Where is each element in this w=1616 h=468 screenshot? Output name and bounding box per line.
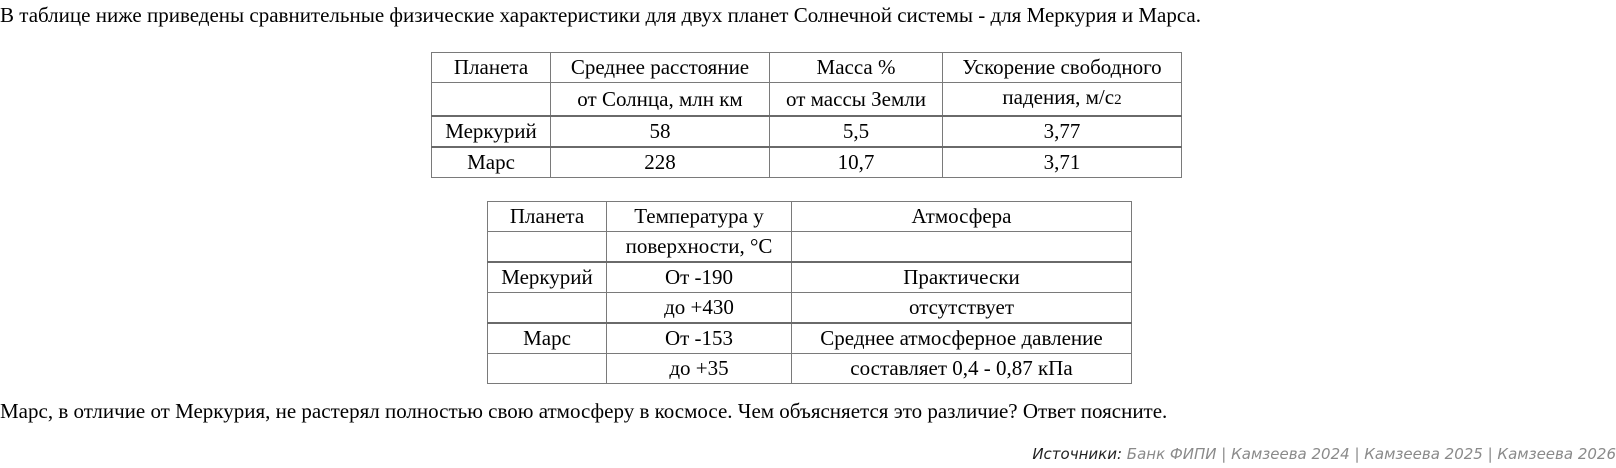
sources-line (1032, 444, 1616, 464)
table-row (488, 354, 1132, 384)
table-header-cell: Среднее расстояние (551, 53, 770, 83)
table-header-cell: Планета (432, 53, 551, 83)
table-cell: 58 (551, 116, 770, 147)
table-header-cell (792, 232, 1132, 263)
table-cell: Марс (432, 147, 551, 178)
table-row (432, 83, 1182, 117)
question-text: Марс, в отличие от Меркурия, не растерял полностью свою атмосферу в космосе. Чем объясняется это различие? Ответ поясните. (0, 399, 1168, 423)
table-row (488, 323, 1132, 354)
table-header-cell: от массы Земли (770, 83, 943, 117)
table-cell: Марс (488, 323, 607, 354)
planet-characteristics-table (431, 52, 1182, 178)
table-row (488, 232, 1132, 263)
table-cell: до +35 (607, 354, 792, 384)
table-row (488, 262, 1132, 293)
table-header-cell: Ускорение свободного (943, 53, 1182, 83)
table-row (432, 147, 1182, 178)
table-cell: Практически (792, 262, 1132, 293)
accel-unit-text: падения, м/с (1002, 85, 1115, 109)
table-header-cell (432, 83, 551, 117)
table-header-cell: Температура у (607, 202, 792, 232)
table-row (432, 53, 1182, 83)
table-header-cell: от Солнца, млн км (551, 83, 770, 117)
table-cell: От -190 (607, 262, 792, 293)
table-row (488, 293, 1132, 324)
table-cell (488, 354, 607, 384)
table-cell (488, 293, 607, 324)
table-cell: 5,5 (770, 116, 943, 147)
table-cell: 3,77 (943, 116, 1182, 147)
table-header-cell: Атмосфера (792, 202, 1132, 232)
table-cell: От -153 (607, 323, 792, 354)
intro-text: В таблице ниже приведены сравнительные физические характеристики для двух планет Солнечной системы - для Меркурия и Марса. (0, 3, 1201, 27)
table-cell: 228 (551, 147, 770, 178)
table-header-cell (488, 232, 607, 263)
table-cell: Среднее атмосферное давление (792, 323, 1132, 354)
sources-list: Банк ФИПИ | Камзеева 2024 | Камзеева 2025 | Камзеева 2026 (1126, 445, 1616, 463)
table-header-cell: поверхности, °C (607, 232, 792, 263)
temperature-atmosphere-table (487, 201, 1132, 384)
accel-unit-exponent: 2 (1114, 92, 1122, 108)
table-cell: Меркурий (488, 262, 607, 293)
table-cell: отсутствует (792, 293, 1132, 324)
table-cell: 10,7 (770, 147, 943, 178)
table-header-cell: Планета (488, 202, 607, 232)
table-cell: Меркурий (432, 116, 551, 147)
table-row (488, 202, 1132, 232)
table-header-cell (943, 83, 1182, 117)
table-cell: 3,71 (943, 147, 1182, 178)
table-row (432, 116, 1182, 147)
table-cell: до +430 (607, 293, 792, 324)
table-header-cell: Масса % (770, 53, 943, 83)
sources-label: Источники: (1032, 445, 1122, 463)
table-cell: составляет 0,4 - 0,87 кПа (792, 354, 1132, 384)
